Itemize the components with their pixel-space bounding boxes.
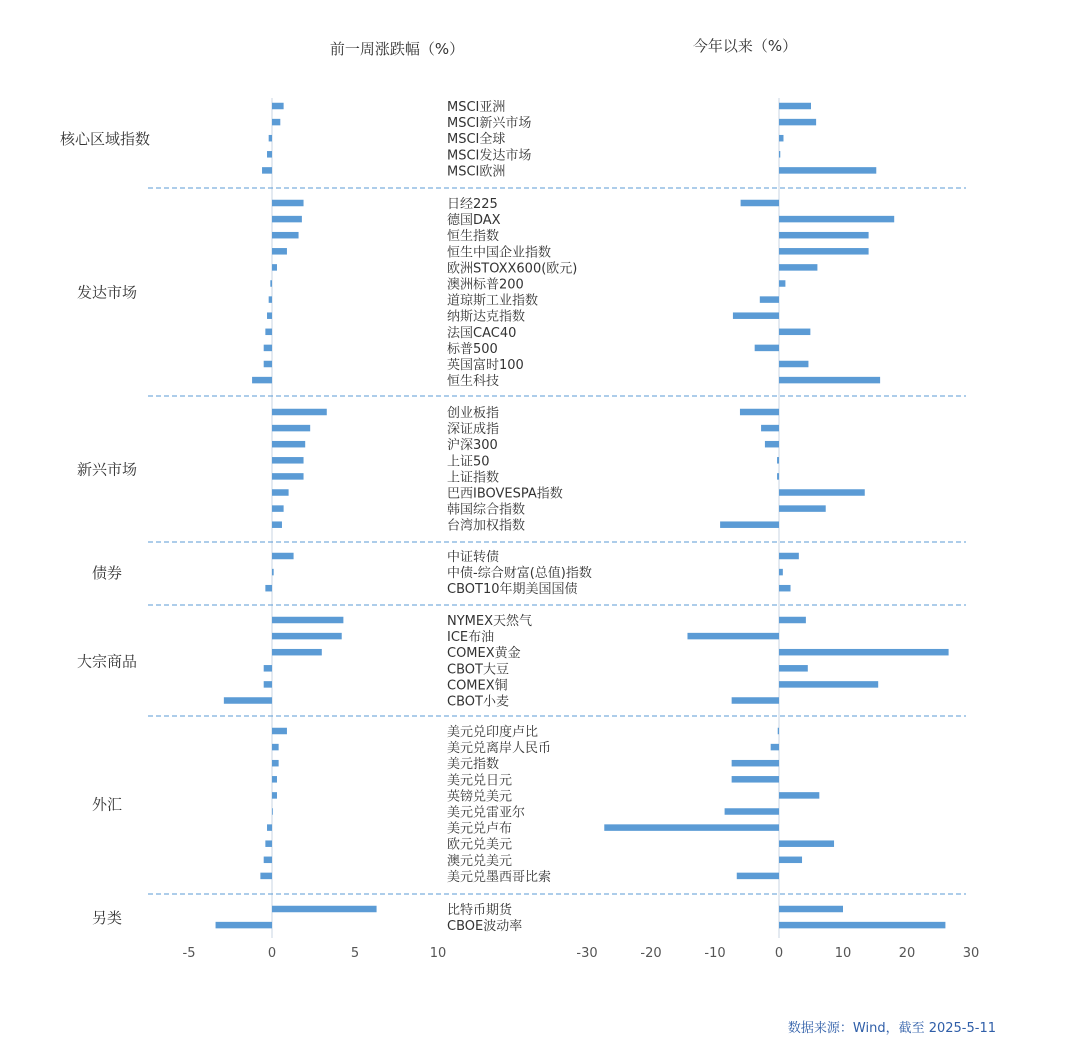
ytd-bar	[725, 808, 779, 815]
group-label: 发达市场	[76, 283, 138, 302]
ytd-bar	[779, 119, 816, 126]
item-label: 日经225	[447, 197, 498, 212]
weekly-bar	[272, 457, 304, 464]
item-label: 台湾加权指数	[447, 518, 526, 534]
item-label: COMEX黄金	[447, 646, 521, 662]
weekly-tick-label: 0	[267, 946, 277, 961]
ytd-bar	[779, 280, 785, 287]
ytd-title: 今年以来（%）	[692, 37, 798, 55]
item-label: CBOT10年期美国国债	[447, 582, 578, 598]
ytd-bar	[733, 312, 779, 319]
item-label: 美元兑雷亚尔	[447, 805, 526, 821]
weekly-bar	[272, 473, 304, 480]
item-label: 恒生指数	[447, 229, 500, 245]
item-label: 上证指数	[447, 470, 500, 486]
weekly-bar	[272, 232, 299, 239]
item-label: ICE布油	[447, 630, 495, 646]
item-label: 欧洲STOXX600(欧元)	[447, 261, 578, 277]
ytd-tick-label: 20	[898, 946, 916, 961]
weekly-bar	[262, 167, 272, 174]
item-label: 美元兑墨西哥比索	[447, 869, 552, 885]
ytd-bar	[737, 873, 779, 880]
weekly-bar	[272, 553, 294, 560]
ytd-bar	[732, 776, 779, 783]
weekly-bar	[272, 103, 284, 110]
ytd-bar	[779, 167, 876, 174]
ytd-bar	[779, 216, 894, 223]
weekly-bar	[272, 264, 277, 271]
weekly-bar	[264, 681, 272, 688]
weekly-bar	[265, 585, 272, 592]
item-label: 英国富时100	[447, 358, 524, 373]
item-label: 中证转债	[447, 550, 500, 565]
gridlines	[148, 98, 966, 938]
weekly-bar	[265, 840, 272, 847]
item-label: 上证50	[447, 454, 490, 470]
ytd-bar	[779, 840, 834, 847]
weekly-bar	[265, 329, 272, 336]
item-label: CBOT大豆	[447, 662, 509, 678]
item-label: 澳洲标普200	[447, 277, 524, 293]
group-labels	[60, 130, 150, 927]
item-label: 英镑兑美元	[447, 789, 513, 805]
ytd-bar	[779, 681, 878, 688]
weekly-bar	[272, 521, 282, 528]
ytd-bar	[779, 553, 799, 560]
ytd-bar	[777, 457, 779, 464]
weekly-bar	[272, 200, 304, 207]
ytd-bar	[720, 521, 779, 528]
ytd-bar	[687, 633, 779, 640]
item-label: 美元兑卢布	[447, 821, 513, 837]
weekly-bar	[264, 665, 272, 672]
ytd-tick-label: 10	[834, 946, 852, 961]
ytd-bar	[779, 505, 826, 512]
ytd-bar	[604, 824, 779, 831]
item-label: CBOE波动率	[447, 919, 523, 935]
weekly-bar	[272, 776, 277, 783]
ytd-bar	[779, 792, 819, 799]
data-source-note: 数据来源：Wind，截至 2025-5-11	[787, 1021, 996, 1036]
item-label: 德国DAX	[447, 213, 501, 229]
item-label: CBOT小麦	[447, 694, 509, 710]
item-label: 美元兑离岸人民币	[447, 741, 552, 757]
item-label: 标普500	[447, 341, 498, 357]
weekly-bar	[264, 345, 272, 352]
weekly-bar	[272, 649, 322, 656]
item-label: MSCI新兴市场	[447, 116, 532, 132]
ytd-bar	[779, 569, 783, 576]
item-label: 美元兑印度卢比	[447, 725, 539, 740]
group-label: 大宗商品	[76, 652, 138, 671]
ytd-bar	[779, 264, 817, 271]
weekly-bar	[272, 489, 289, 496]
ytd-bar	[779, 135, 783, 142]
weekly-bar	[216, 922, 272, 929]
ytd-bar	[779, 489, 865, 496]
ytd-tick-label: 30	[962, 946, 980, 961]
item-label: 创业板指	[447, 406, 500, 421]
weekly-tick-label: 5	[350, 946, 360, 961]
ytd-bar	[779, 248, 869, 255]
ytd-tick-label: 0	[774, 946, 784, 961]
weekly-bar	[267, 151, 272, 158]
weekly-bar	[269, 135, 272, 142]
item-label: COMEX铜	[447, 678, 508, 694]
weekly-bar	[272, 792, 277, 799]
ytd-bar	[755, 345, 779, 352]
item-label: MSCI发达市场	[447, 148, 532, 164]
weekly-tick-label: 10	[429, 946, 447, 961]
item-label: 中债-综合财富(总值)指数	[447, 566, 592, 582]
ytd-bar	[779, 906, 843, 913]
ytd-bar	[779, 857, 802, 864]
weekly-bar	[252, 377, 272, 384]
ytd-bar	[740, 409, 779, 416]
ytd-bar	[779, 329, 810, 336]
item-label: 比特币期货	[447, 903, 513, 918]
ytd-bar	[779, 377, 880, 384]
weekly-bar	[272, 728, 287, 735]
weekly-bar	[272, 760, 279, 767]
ytd-bar	[779, 361, 808, 368]
weekly-bar	[272, 617, 343, 624]
ytd-bar	[732, 697, 779, 704]
ytd-bar	[765, 441, 779, 448]
ytd-bar	[778, 728, 779, 735]
item-label: MSCI亚洲	[447, 100, 506, 115]
ytd-bar	[779, 103, 811, 110]
weekly-bar	[272, 569, 274, 576]
ytd-bar	[779, 922, 945, 929]
ytd-bar	[761, 425, 779, 432]
weekly-bar	[272, 248, 287, 255]
weekly-bar	[272, 808, 273, 815]
ytd-bar	[779, 665, 808, 672]
item-label: MSCI欧洲	[447, 164, 506, 180]
weekly-bar	[272, 906, 377, 913]
item-label: MSCI全球	[447, 132, 506, 148]
ytd-bar	[732, 760, 779, 767]
item-label: 道琼斯工业指数	[447, 293, 539, 309]
item-label: 美元指数	[447, 757, 500, 773]
weekly-bar	[269, 296, 272, 303]
item-label: 巴西IBOVESPA指数	[447, 486, 563, 502]
weekly-bar	[264, 857, 272, 864]
item-label: NYMEX天然气	[447, 614, 533, 629]
weekly-title: 前一周涨跌幅（%）	[329, 40, 465, 58]
group-label: 另类	[91, 909, 123, 928]
item-label: 美元兑日元	[447, 773, 513, 789]
weekly-tick-label: -5	[182, 946, 196, 961]
weekly-bar	[270, 280, 272, 287]
bars	[216, 103, 949, 929]
weekly-bar	[272, 119, 280, 126]
ytd-tick-label: -30	[576, 946, 598, 961]
weekly-bar	[272, 425, 310, 432]
item-label: 深证成指	[447, 422, 500, 438]
tick-labels	[183, 946, 980, 961]
ytd-bar	[741, 200, 779, 207]
ytd-bar	[777, 473, 779, 480]
item-labels	[447, 100, 592, 934]
weekly-bar	[260, 873, 272, 880]
item-label: 法国CAC40	[447, 325, 517, 341]
item-label: 纳斯达克指数	[447, 309, 526, 325]
ytd-bar	[771, 744, 779, 751]
ytd-bar	[779, 151, 780, 158]
weekly-bar	[267, 312, 272, 319]
weekly-bar	[272, 409, 327, 416]
item-label: 沪深300	[447, 438, 498, 454]
ytd-bar	[779, 617, 806, 624]
ytd-bar	[779, 232, 869, 239]
ytd-tick-label: -10	[704, 946, 726, 961]
weekly-bar	[264, 361, 272, 368]
group-label: 外汇	[91, 795, 123, 814]
ytd-bar	[779, 585, 791, 592]
ytd-bar	[779, 649, 949, 656]
item-label: 韩国综合指数	[447, 502, 526, 518]
weekly-bar	[267, 824, 272, 831]
item-label: 恒生中国企业指数	[447, 245, 552, 261]
group-label: 核心区域指数	[59, 130, 151, 149]
ytd-bar	[760, 296, 779, 303]
weekly-bar	[272, 633, 342, 640]
weekly-bar	[224, 697, 272, 704]
weekly-bar	[272, 441, 305, 448]
item-label: 恒生科技	[447, 374, 500, 390]
item-label: 澳元兑美元	[447, 853, 513, 869]
item-label: 欧元兑美元	[447, 837, 513, 853]
weekly-bar	[272, 216, 302, 223]
ytd-tick-label: -20	[640, 946, 662, 961]
group-label: 债券	[91, 564, 123, 583]
weekly-bar	[272, 744, 279, 751]
group-label: 新兴市场	[76, 460, 138, 479]
weekly-bar	[272, 505, 284, 512]
